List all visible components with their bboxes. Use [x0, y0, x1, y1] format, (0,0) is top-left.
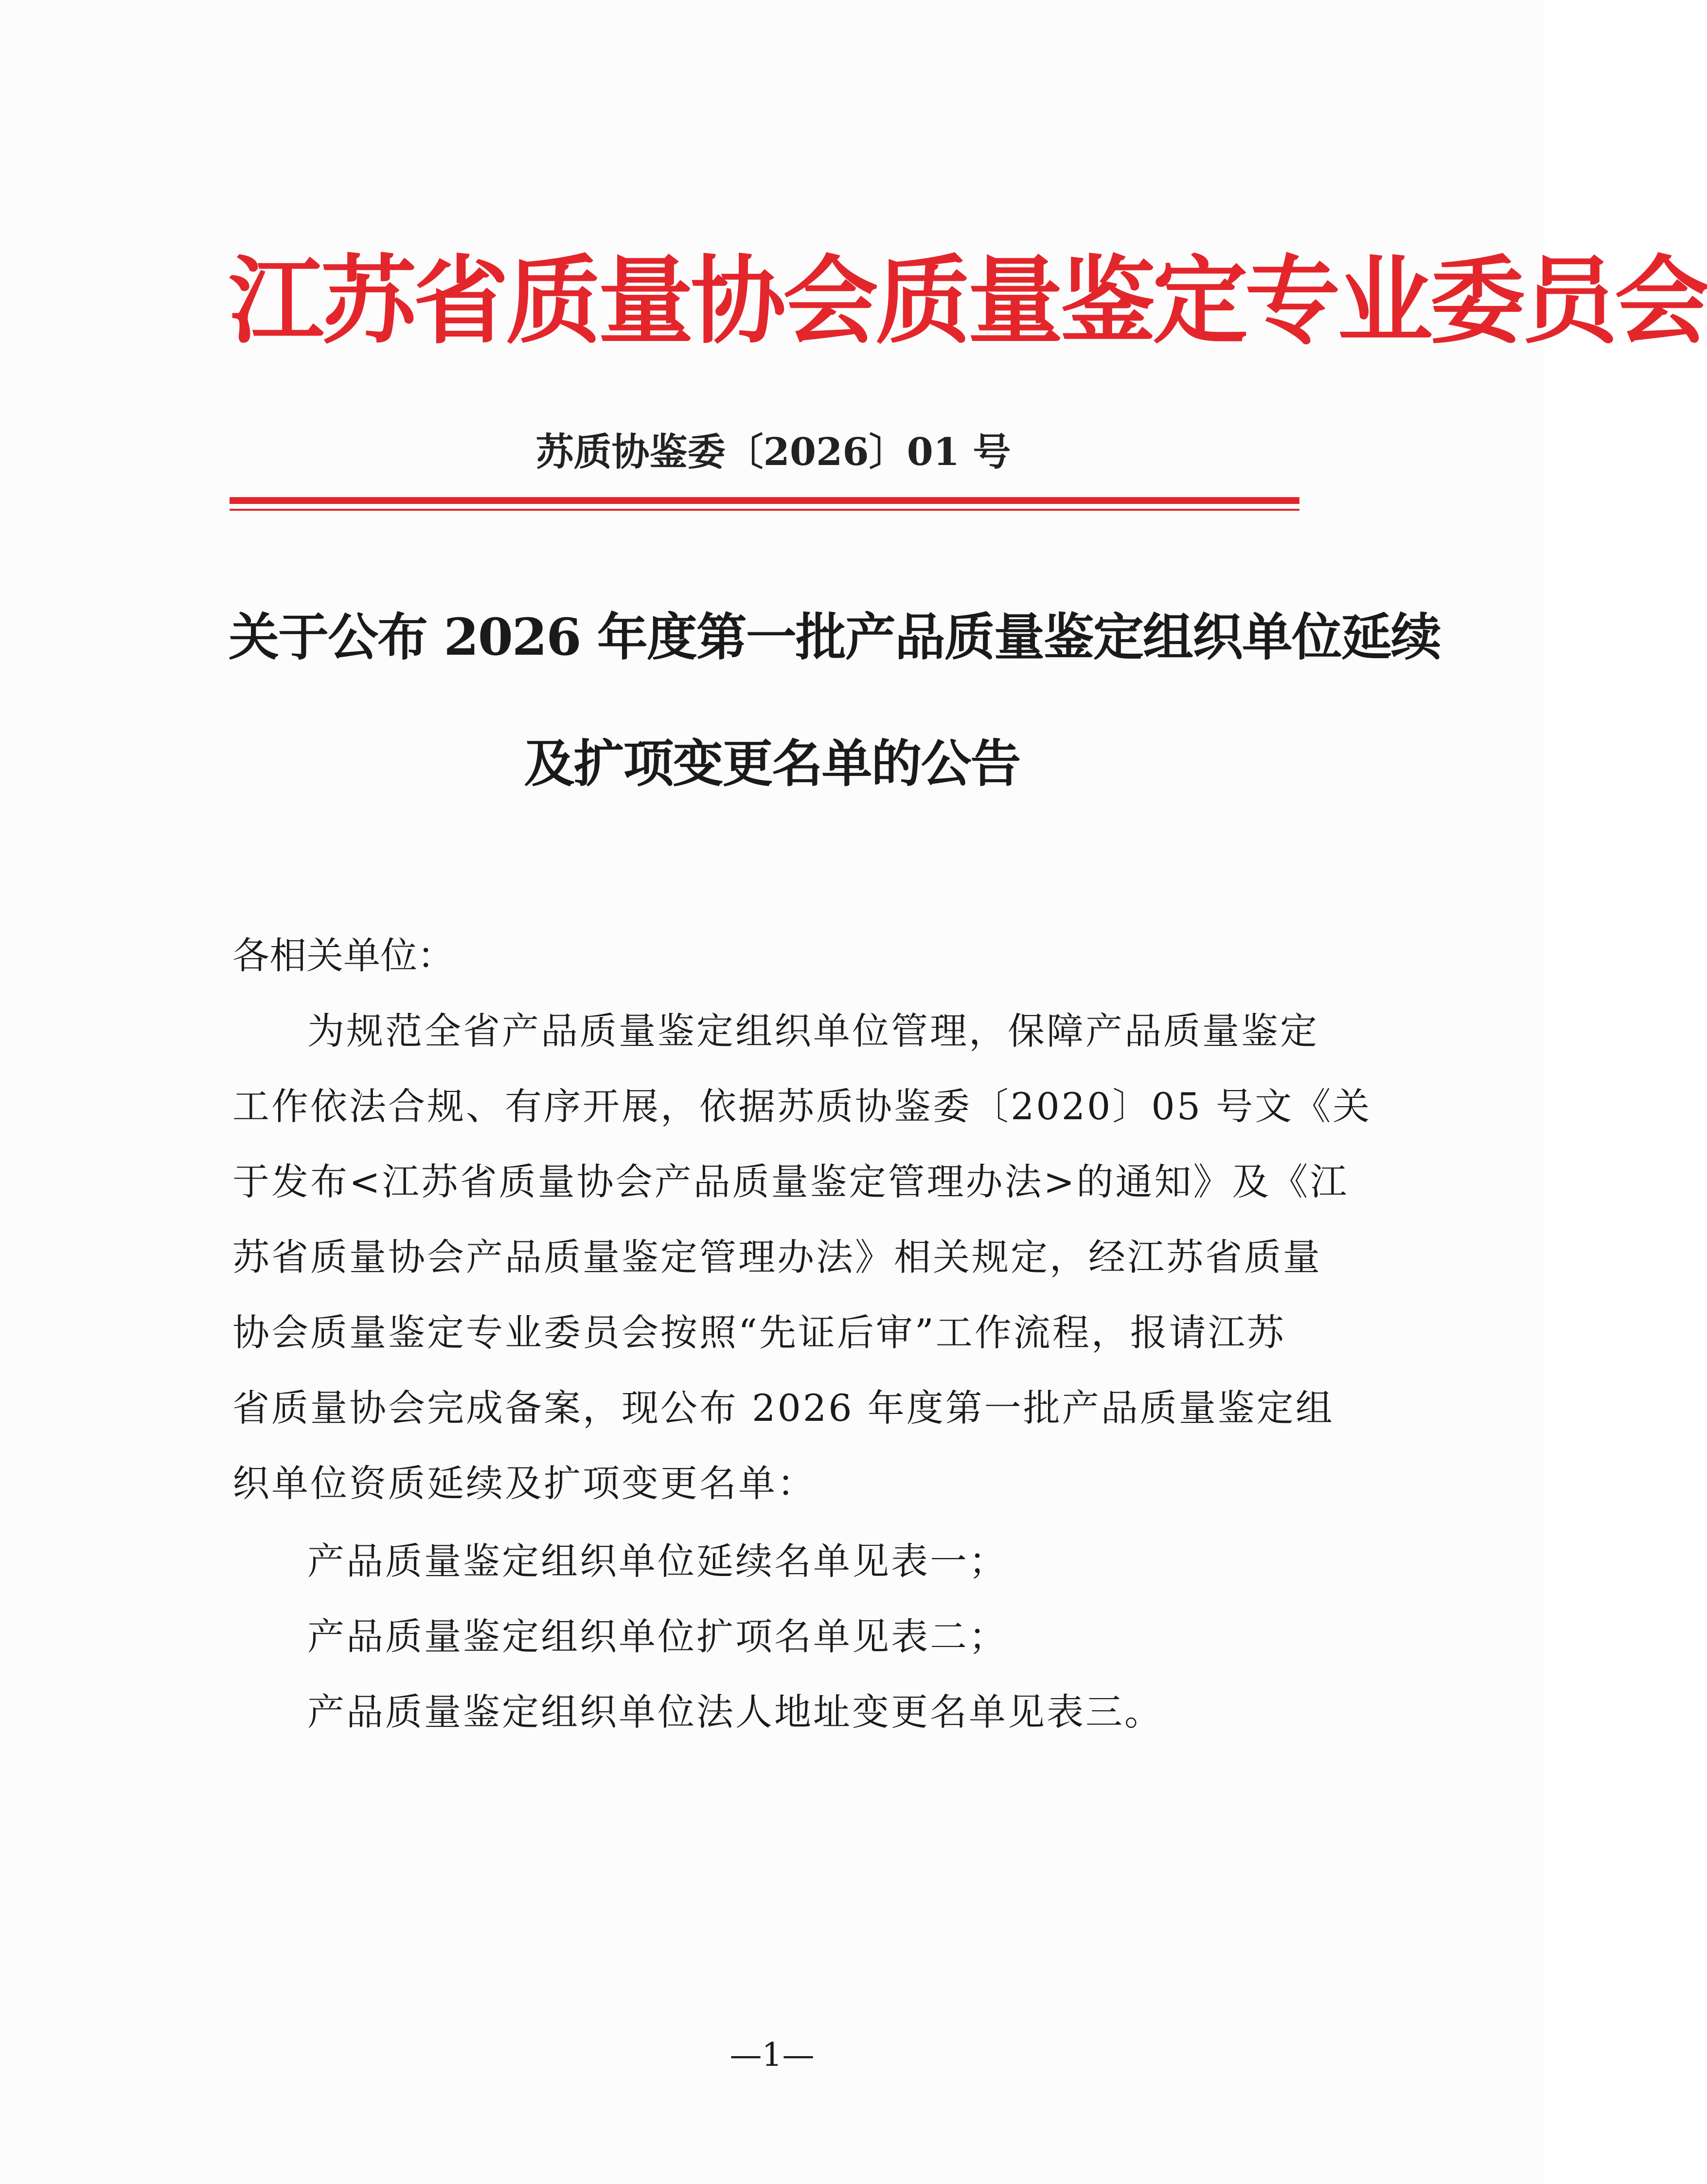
paragraph-line: 省质量协会完成备案，现公布 2026 年度第一批产品质量鉴定组 [232, 1386, 1334, 1430]
paragraph-line: 于发布<江苏省质量协会产品质量鉴定管理办法>的通知》及《江 [232, 1160, 1349, 1203]
list-item: 产品质量鉴定组织单位延续名单见表一； [307, 1540, 1008, 1583]
notice-title-line-1: 关于公布 2026 年度第一批产品质量鉴定组织单位延续 [229, 607, 1440, 667]
salutation: 各相关单位： [232, 934, 454, 977]
page-number: —1— [729, 2036, 815, 2074]
notice-title-line-2: 及扩项变更名单的公告 [524, 734, 1020, 793]
red-divider-line-thin [230, 509, 1299, 511]
issuing-organization-header: 江苏省质量协会质量鉴定专业委员会 [229, 246, 1707, 357]
red-divider-line [230, 497, 1299, 504]
paragraph-line: 织单位资质延续及扩项变更名单： [232, 1462, 816, 1505]
paragraph-line: 为规范全省产品质量鉴定组织单位管理，保障产品质量鉴定 [307, 1009, 1319, 1053]
paragraph-line: 协会质量鉴定专业委员会按照“先证后审”工作流程，报请江苏 [232, 1311, 1286, 1354]
list-item: 产品质量鉴定组织单位法人地址变更名单见表三。 [307, 1690, 1163, 1734]
paragraph-line: 工作依法合规、有序开展，依据苏质协鉴委〔2020〕05 号文《关 [232, 1085, 1372, 1128]
list-item: 产品质量鉴定组织单位扩项名单见表二； [307, 1615, 1008, 1658]
paragraph-line: 苏省质量协会产品质量鉴定管理办法》相关规定，经江苏省质量 [232, 1235, 1322, 1279]
document-number: 苏质协鉴委〔2026〕01 号 [535, 430, 1011, 474]
